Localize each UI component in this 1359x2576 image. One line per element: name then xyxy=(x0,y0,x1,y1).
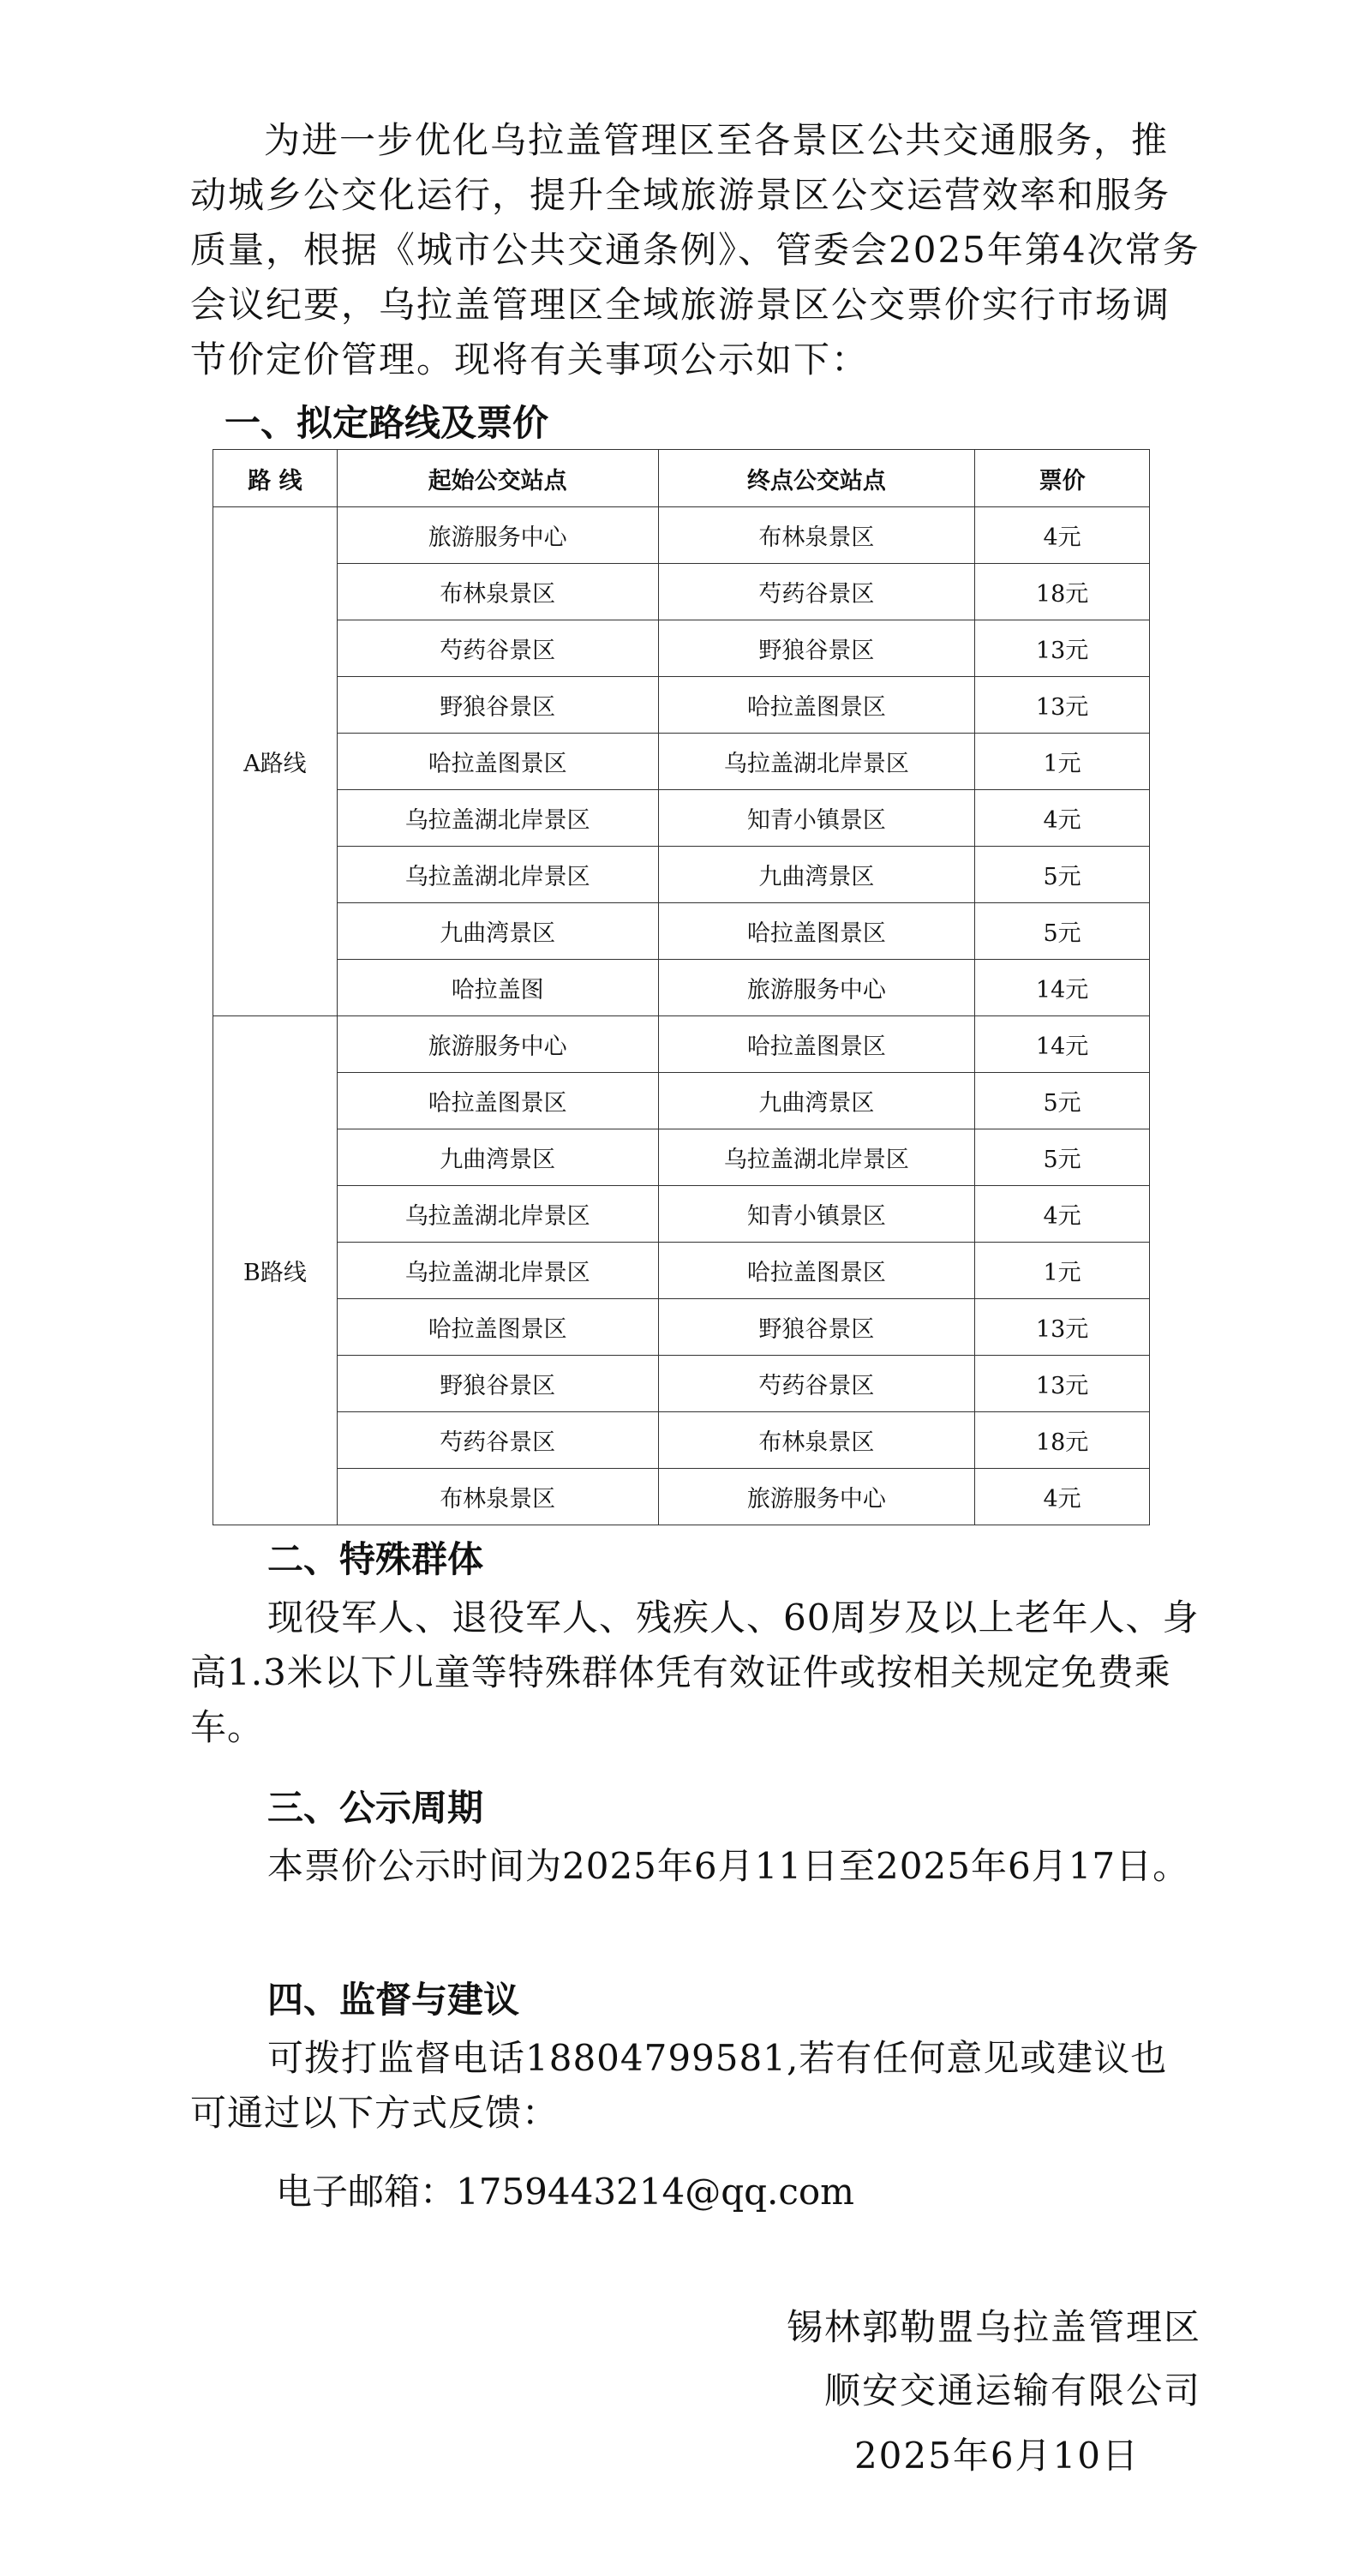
end-stop-cell: 乌拉盖湖北岸景区 xyxy=(658,734,975,790)
end-stop-cell: 知青小镇景区 xyxy=(658,1186,975,1243)
fare-cell: 5元 xyxy=(975,903,1150,960)
start-stop-cell: 哈拉盖图 xyxy=(337,960,658,1016)
start-stop-cell: 野狼谷景区 xyxy=(337,677,658,734)
end-stop-cell: 九曲湾景区 xyxy=(658,1073,975,1129)
start-stop-cell: 乌拉盖湖北岸景区 xyxy=(337,1243,658,1299)
section-3-text: 本票价公示时间为2025年6月11日至2025年6月17日。 xyxy=(267,1845,1190,1887)
end-stop-cell: 布林泉景区 xyxy=(658,507,975,564)
table-row xyxy=(213,1469,1150,1525)
table-row xyxy=(213,1129,1150,1186)
fare-cell: 18元 xyxy=(975,564,1150,620)
fare-cell: 13元 xyxy=(975,620,1150,677)
table-row xyxy=(213,1356,1150,1412)
fare-table-header-row xyxy=(213,450,1150,507)
start-stop-cell: 旅游服务中心 xyxy=(337,1016,658,1073)
end-stop-cell: 旅游服务中心 xyxy=(658,960,975,1016)
fare-cell: 18元 xyxy=(975,1412,1150,1469)
table-row xyxy=(213,1073,1150,1129)
section-3-heading: 三、公示周期 xyxy=(267,1787,484,1829)
fare-cell: 5元 xyxy=(975,1073,1150,1129)
end-stop-cell: 野狼谷景区 xyxy=(658,1299,975,1356)
start-stop-cell: 哈拉盖图景区 xyxy=(337,734,658,790)
table-row xyxy=(213,1016,1150,1073)
section-2-text: 现役军人、退役军人、残疾人、60周岁及以上老年人、身高1.3米以下儿童等特殊群体凭有效证件或按相关规定免费乘车。 xyxy=(190,1597,1200,1748)
fare-cell: 5元 xyxy=(975,1129,1150,1186)
start-stop-cell: 布林泉景区 xyxy=(337,1469,658,1525)
end-stop-cell: 九曲湾景区 xyxy=(658,847,975,903)
fare-cell: 4元 xyxy=(975,790,1150,847)
signature-org-2: 顺安交通运输有限公司 xyxy=(823,2369,1201,2411)
end-stop-cell: 乌拉盖湖北岸景区 xyxy=(658,1129,975,1186)
start-stop-cell: 旅游服务中心 xyxy=(337,507,658,564)
table-row xyxy=(213,1299,1150,1356)
table-row xyxy=(213,734,1150,790)
section-4-heading: 四、监督与建议 xyxy=(267,1979,520,2021)
start-stop-cell: 哈拉盖图景区 xyxy=(337,1073,658,1129)
start-stop-cell: 布林泉景区 xyxy=(337,564,658,620)
header-route: 路 线 xyxy=(213,450,338,507)
table-row xyxy=(213,620,1150,677)
start-stop-cell: 芍药谷景区 xyxy=(337,620,658,677)
table-row xyxy=(213,1243,1150,1299)
start-stop-cell: 乌拉盖湖北岸景区 xyxy=(337,790,658,847)
table-row xyxy=(213,1412,1150,1469)
table-row xyxy=(213,677,1150,734)
table-row xyxy=(213,960,1150,1016)
start-stop-cell: 九曲湾景区 xyxy=(337,903,658,960)
section-2-heading: 二、特殊群体 xyxy=(267,1538,484,1580)
fare-cell: 4元 xyxy=(975,507,1150,564)
fare-cell: 13元 xyxy=(975,1299,1150,1356)
table-row xyxy=(213,790,1150,847)
end-stop-cell: 芍药谷景区 xyxy=(658,564,975,620)
header-end-stop: 终点公交站点 xyxy=(658,450,975,507)
end-stop-cell: 哈拉盖图景区 xyxy=(658,903,975,960)
header-start-stop: 起始公交站点 xyxy=(337,450,658,507)
start-stop-cell: 九曲湾景区 xyxy=(337,1129,658,1186)
fare-cell: 13元 xyxy=(975,1356,1150,1412)
header-fare: 票价 xyxy=(975,450,1150,507)
table-row xyxy=(213,1186,1150,1243)
end-stop-cell: 哈拉盖图景区 xyxy=(658,1243,975,1299)
table-row xyxy=(213,507,1150,564)
route-name-cell: B路线 xyxy=(213,1016,338,1525)
end-stop-cell: 旅游服务中心 xyxy=(658,1469,975,1525)
end-stop-cell: 布林泉景区 xyxy=(658,1412,975,1469)
start-stop-cell: 乌拉盖湖北岸景区 xyxy=(337,847,658,903)
start-stop-cell: 芍药谷景区 xyxy=(337,1412,658,1469)
end-stop-cell: 哈拉盖图景区 xyxy=(658,1016,975,1073)
intro-paragraph: 为进一步优化乌拉盖管理区至各景区公共交通服务，推动城乡公交化运行，提升全域旅游景区公交运营效率和服务质量，根据《城市公共交通条例》、管委会2025年第4次常务会议纪要，乌拉盖管理区全域旅游景区公交票价实行市场调节价定价管理。现将有关事项公示如下： xyxy=(190,119,1200,380)
end-stop-cell: 芍药谷景区 xyxy=(658,1356,975,1412)
fare-cell: 5元 xyxy=(975,847,1150,903)
end-stop-cell: 知青小镇景区 xyxy=(658,790,975,847)
fare-table xyxy=(213,449,1150,1525)
fare-cell: 4元 xyxy=(975,1469,1150,1525)
fare-cell: 1元 xyxy=(975,734,1150,790)
fare-cell: 13元 xyxy=(975,677,1150,734)
table-row xyxy=(213,847,1150,903)
signature-org-1: 锡林郭勒盟乌拉盖管理区 xyxy=(786,2306,1201,2348)
fare-cell: 14元 xyxy=(975,960,1150,1016)
section-4-text: 可拨打监督电话18804799581,若有任何意见或建议也可通过以下方式反馈： xyxy=(190,2037,1168,2134)
end-stop-cell: 哈拉盖图景区 xyxy=(658,677,975,734)
start-stop-cell: 野狼谷景区 xyxy=(337,1356,658,1412)
start-stop-cell: 乌拉盖湖北岸景区 xyxy=(337,1186,658,1243)
table-row xyxy=(213,564,1150,620)
fare-cell: 1元 xyxy=(975,1243,1150,1299)
fare-cell: 4元 xyxy=(975,1186,1150,1243)
fare-table-body xyxy=(213,507,1150,1525)
route-name-cell: A路线 xyxy=(213,507,338,1016)
table-row xyxy=(213,903,1150,960)
section-1-heading: 一、拟定路线及票价 xyxy=(225,402,549,444)
end-stop-cell: 野狼谷景区 xyxy=(658,620,975,677)
signature-date: 2025年6月10日 xyxy=(853,2435,1140,2477)
fare-cell: 14元 xyxy=(975,1016,1150,1073)
contact-email: 电子邮箱：1759443214@qq.com xyxy=(276,2171,854,2213)
start-stop-cell: 哈拉盖图景区 xyxy=(337,1299,658,1356)
